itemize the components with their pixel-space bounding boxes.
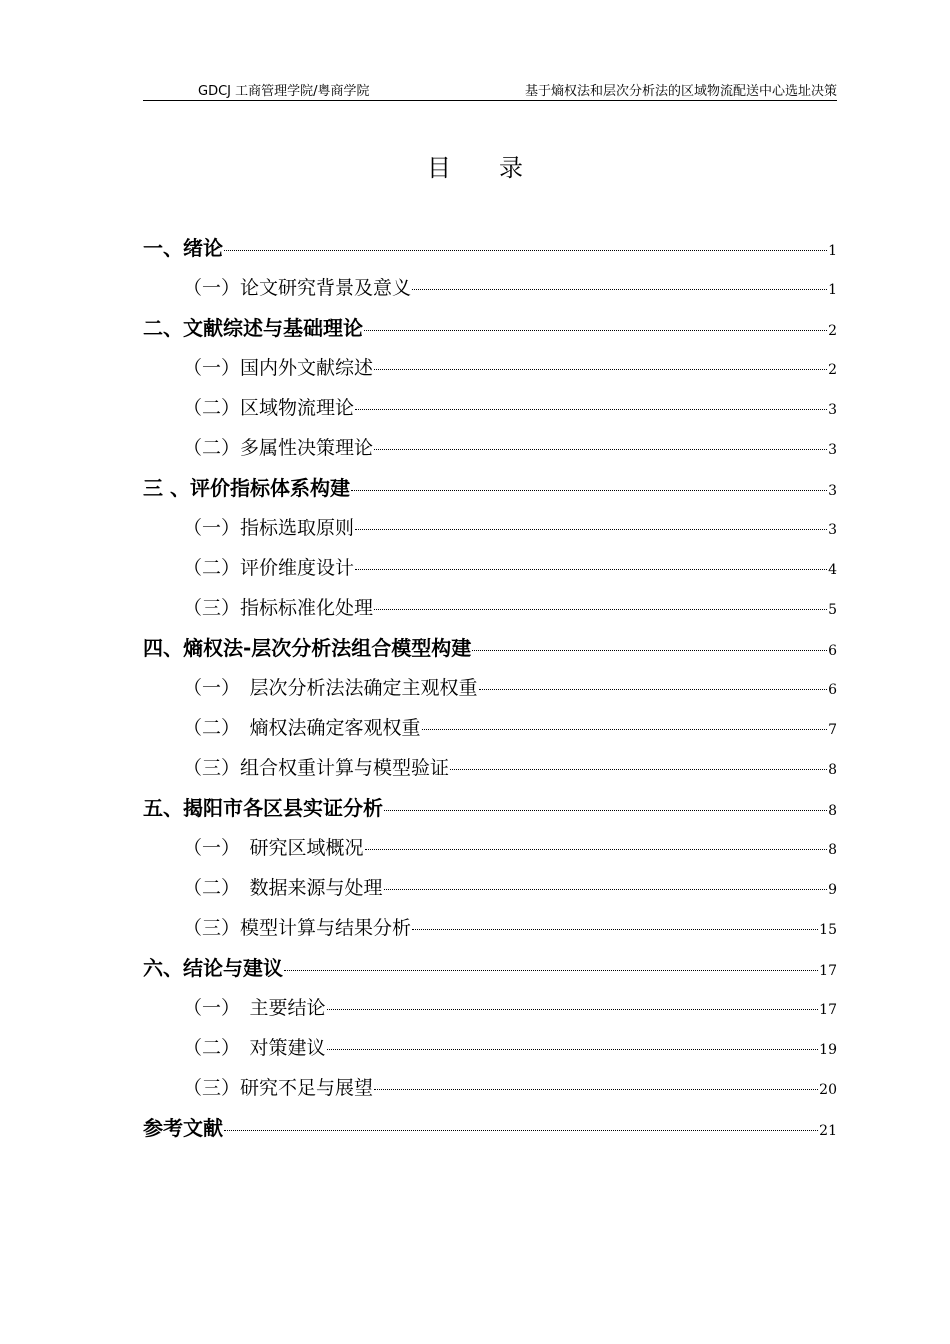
toc-dot-leader: [384, 889, 828, 890]
toc-entry-label: 参考文献: [143, 1116, 223, 1140]
toc-dot-leader: [422, 729, 828, 730]
toc-entry-label: （二） 数据来源与处理: [183, 877, 383, 899]
toc-entry[interactable]: [143, 668, 837, 708]
toc-entry[interactable]: [143, 548, 837, 588]
toc-entry-label: 六、结论与建议: [143, 956, 283, 980]
toc-entry-page: 9: [828, 882, 837, 898]
toc-dot-leader: [327, 1009, 819, 1010]
toc-entry-page: 6: [828, 682, 837, 698]
toc-entry[interactable]: [143, 468, 837, 508]
toc-entry-label: 三 、评价指标体系构建: [143, 476, 350, 500]
toc-dot-leader: [374, 609, 827, 610]
toc-entry-label: 二、文献综述与基础理论: [143, 316, 363, 340]
toc-entry[interactable]: [143, 308, 837, 348]
toc-entry[interactable]: [143, 948, 837, 988]
toc-entry[interactable]: [143, 348, 837, 388]
toc-entry-label: （三）研究不足与展望: [183, 1077, 374, 1099]
toc-entry-page: 1: [828, 243, 837, 259]
toc-entry-label: （三）模型计算与结果分析: [183, 917, 412, 939]
toc-entry[interactable]: [143, 1108, 837, 1148]
toc-dot-leader: [351, 490, 827, 491]
toc-dot-leader: [284, 970, 818, 971]
toc-entry[interactable]: [143, 508, 837, 548]
toc-entry-page: 4: [828, 562, 837, 578]
toc-dot-leader: [355, 409, 827, 410]
toc-entry-page: 7: [828, 722, 837, 738]
toc-entry-page: 5: [828, 602, 837, 618]
toc-entry[interactable]: [143, 988, 837, 1028]
toc-entry-label: （一）指标选取原则: [183, 517, 355, 539]
header-right-text: 基于熵权法和层次分析法的区域物流配送中心选址决策: [524, 84, 837, 99]
toc-entry-page: 3: [828, 442, 837, 458]
table-of-contents: [143, 228, 837, 1148]
toc-entry-label: （二） 熵权法确定客观权重: [183, 717, 421, 739]
toc-entry-label: （三）指标标准化处理: [183, 597, 374, 619]
toc-entry[interactable]: [143, 828, 837, 868]
toc-entry-page: 8: [828, 842, 837, 858]
toc-entry[interactable]: [143, 628, 837, 668]
toc-dot-leader: [327, 1049, 819, 1050]
toc-entry[interactable]: [143, 388, 837, 428]
header-left-text: GDCJ 工商管理学院/粤商学院: [198, 84, 370, 99]
toc-dot-leader: [450, 769, 827, 770]
toc-entry-label: （二）区域物流理论: [183, 397, 355, 419]
page-header: [143, 78, 837, 101]
toc-entry[interactable]: [143, 1028, 837, 1068]
toc-entry-label: （二）多属性决策理论: [183, 437, 374, 459]
toc-entry-label: （一） 层次分析法法确定主观权重: [183, 677, 478, 699]
toc-entry-label: （一）国内外文献综述: [183, 357, 374, 379]
toc-entry-page: 3: [828, 522, 837, 538]
toc-entry-page: 8: [828, 762, 837, 778]
toc-entry[interactable]: [143, 428, 837, 468]
toc-dot-leader: [355, 529, 827, 530]
toc-dot-leader: [365, 849, 828, 850]
toc-dot-leader: [384, 810, 827, 811]
toc-dot-leader: [374, 369, 827, 370]
toc-entry-label: （一）论文研究背景及意义: [183, 277, 412, 299]
toc-entry[interactable]: [143, 588, 837, 628]
toc-dot-leader: [364, 330, 827, 331]
toc-entry-page: 19: [819, 1042, 837, 1058]
toc-entry[interactable]: [143, 708, 837, 748]
toc-entry-label: （三）组合权重计算与模型验证: [183, 757, 450, 779]
toc-entry-page: 20: [819, 1082, 837, 1098]
toc-entry[interactable]: [143, 1068, 837, 1108]
toc-entry-page: 2: [828, 362, 837, 378]
toc-entry[interactable]: [143, 748, 837, 788]
toc-title: 目录: [427, 154, 571, 182]
toc-entry-page: 17: [819, 1002, 837, 1018]
toc-entry[interactable]: [143, 868, 837, 908]
toc-dot-leader: [224, 1130, 818, 1131]
toc-entry[interactable]: [143, 788, 837, 828]
toc-entry[interactable]: [143, 228, 837, 268]
toc-entry-label: （二） 对策建议: [183, 1037, 326, 1059]
toc-entry-label: （二）评价维度设计: [183, 557, 355, 579]
toc-entry-label: 四、熵权法-层次分析法组合模型构建: [143, 636, 472, 660]
toc-dot-leader: [472, 650, 827, 651]
toc-entry-label: 一、绪论: [143, 236, 223, 260]
toc-entry-label: （一） 主要结论: [183, 997, 326, 1019]
toc-entry-page: 17: [819, 963, 837, 979]
toc-entry-page: 3: [828, 483, 837, 499]
toc-dot-leader: [374, 449, 827, 450]
toc-entry-page: 6: [828, 643, 837, 659]
toc-entry-page: 1: [828, 282, 837, 298]
toc-entry-page: 15: [819, 922, 837, 938]
toc-dot-leader: [412, 929, 818, 930]
toc-entry-page: 21: [819, 1123, 837, 1139]
toc-entry-page: 8: [828, 803, 837, 819]
toc-dot-leader: [355, 569, 827, 570]
toc-entry-label: （一） 研究区域概况: [183, 837, 364, 859]
toc-dot-leader: [374, 1089, 818, 1090]
toc-entry-label: 五、揭阳市各区县实证分析: [143, 796, 383, 820]
toc-dot-leader: [479, 689, 828, 690]
toc-dot-leader: [412, 289, 827, 290]
toc-entry[interactable]: [143, 908, 837, 948]
toc-entry-page: 2: [828, 323, 837, 339]
toc-entry[interactable]: [143, 268, 837, 308]
toc-dot-leader: [224, 250, 827, 251]
toc-entry-page: 3: [828, 402, 837, 418]
